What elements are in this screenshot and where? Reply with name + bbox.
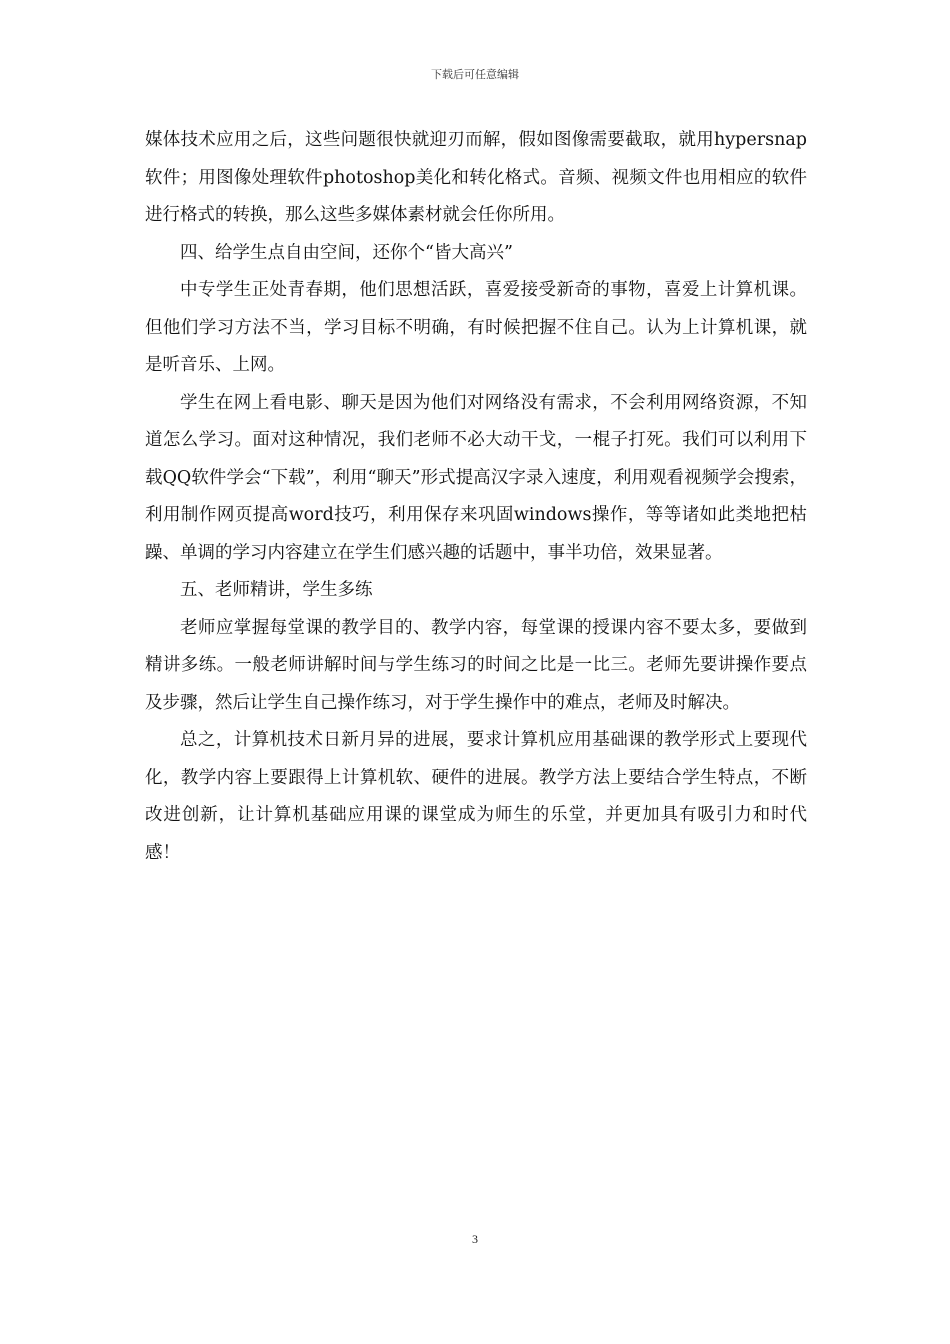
document-body [145,122,807,872]
section-heading-5: 五、老师精讲，学生多练 [180,580,373,600]
paragraph-conclusion: 总之，计算机技术日新月异的进展，要求计算机应用基础课的教学形式上要现代化，教学内容上要跟得上计算机软、硬件的进展。教学方法上要结合学生特点，不断改进创新，让计算机基础应用课的课堂成为师生的乐堂，并更加具有吸引力和时代感！ [145,730,807,863]
section-heading-4: 四、给学生点自由空间，还你个“皆大高兴” [180,242,513,263]
page-number: 3 [472,1232,478,1246]
paragraph: 中专学生正处青春期，他们思想活跃，喜爱接受新奇的事物，喜爱上计算机课。但他们学习方法不当，学习目标不明确，有时候把握不住自己。认为上计算机课，就是听音乐、上网。 [145,280,807,375]
page-header: 下载后可任意编辑 [431,68,519,81]
paragraph: 学生在网上看电影、聊天是因为他们对网络没有需求，不会利用网络资源，不知道怎么学习。面对这种情况，我们老师不必大动干戈，一棍子打死。我们可以利用下载QQ软件学会“下载”，利用“聊天”形式提高汉字录入速度，利用观看视频学会搜索，利用制作网页提高word技巧，利用保存来巩固windows操作，等等诸如此类地把枯躁、单调的学习内容建立在学生们感兴趣的话题中，事半功倍，效果显著。 [145,392,807,563]
paragraph: 老师应掌握每堂课的教学目的、教学内容，每堂课的授课内容不要太多，要做到精讲多练。一般老师讲解时间与学生练习的时间之比是一比三。老师先要讲操作要点及步骤，然后让学生自己操作练习，对于学生操作中的难点，老师及时解决。 [145,617,807,713]
paragraph-continuation: 媒体技术应用之后，这些问题很快就迎刃而解，假如图像需要截取，就用hypersnap软件；用图像处理软件photoshop美化和转化格式。音频、视频文件也用相应的软件进行格式的转换，那么这些多媒体素材就会任你所用。 [145,130,807,225]
